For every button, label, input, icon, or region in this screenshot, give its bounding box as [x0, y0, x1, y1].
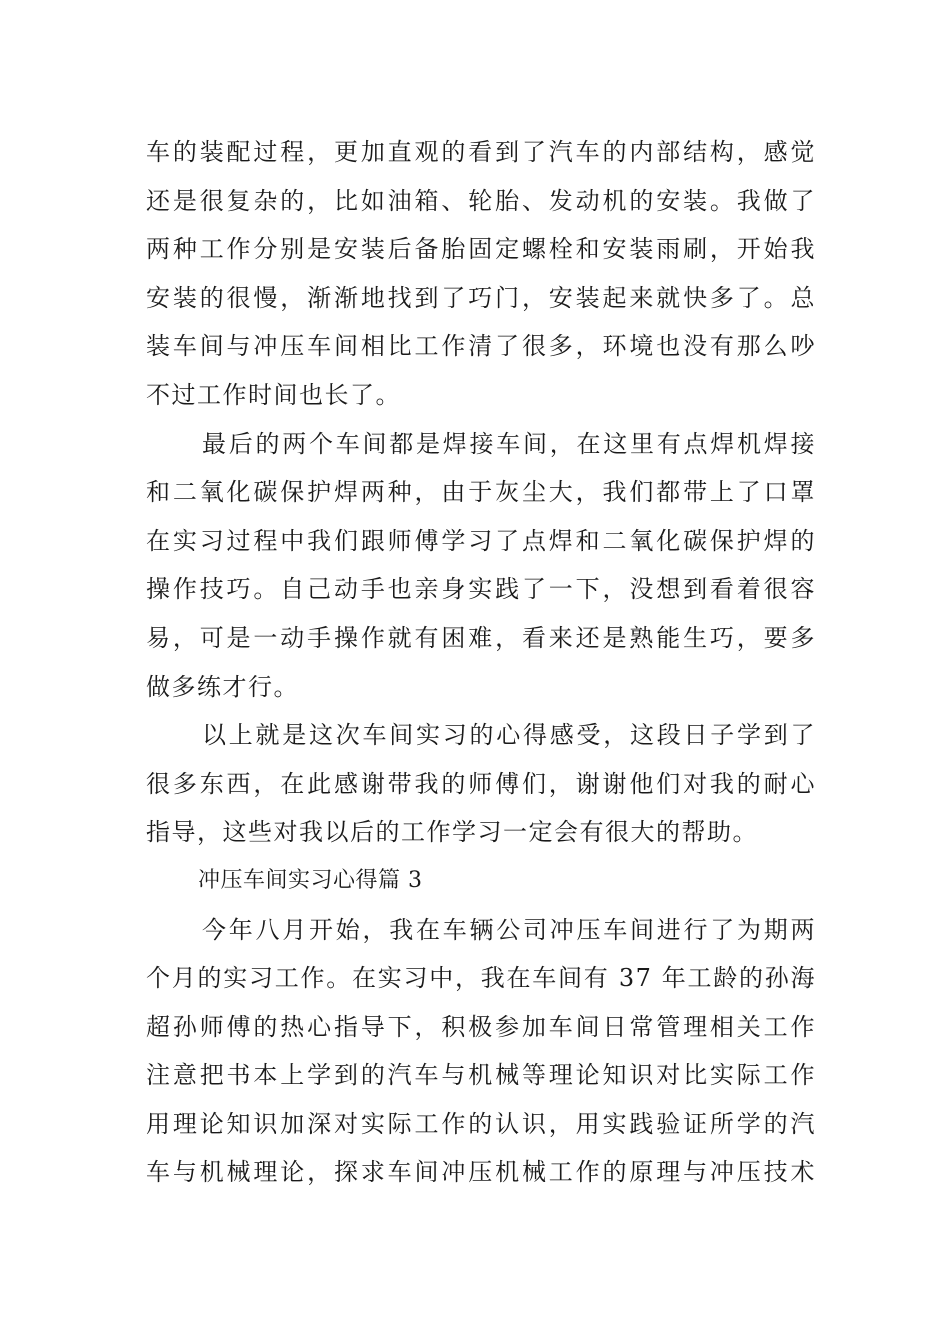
- text-line: 注意把书本上学到的汽车与机械等理论知识对比实际工作: [146, 1061, 816, 1090]
- document-body: [146, 128, 816, 1197]
- paragraph-assembly-workshop: [146, 128, 816, 420]
- paragraph-stamping-intro: [146, 906, 816, 1198]
- text-line: 两种工作分别是安装后备胎固定螺栓和安装雨刷，开始我: [146, 235, 816, 264]
- text-line: 在实习过程中我们跟师傅学习了点焊和二氧化碳保护焊的: [146, 526, 816, 555]
- text-line: 以上就是这次车间实习的心得感受，这段日子学到了: [202, 721, 816, 750]
- text-line: 很多东西，在此感谢带我的师傅们，谢谢他们对我的耐心: [146, 769, 816, 798]
- section-heading: 冲压车间实习心得篇 3: [198, 867, 423, 893]
- text-line: 指导，这些对我以后的工作学习一定会有很大的帮助。: [146, 818, 758, 847]
- text-line: 操作技巧。自己动手也亲身实践了一下，没想到看着很容: [146, 575, 816, 604]
- text-line: 还是很复杂的，比如油箱、轮胎、发动机的安装。我做了: [146, 186, 816, 215]
- text-line: 用理论知识加深对实际工作的认识，用实践验证所学的汽: [146, 1109, 816, 1138]
- text-line: 车与机械理论，探求车间冲压机械工作的原理与冲压技术: [146, 1158, 816, 1187]
- text-line: 和二氧化碳保护焊两种，由于灰尘大，我们都带上了口罩: [146, 478, 816, 507]
- paragraph-conclusion: [146, 711, 816, 857]
- text-line: 安装的很慢，渐渐地找到了巧门，安装起来就快多了。总: [146, 283, 816, 312]
- text-line: 车的装配过程，更加直观的看到了汽车的内部结构，感觉: [146, 138, 816, 166]
- text-line: 不过工作时间也长了。: [146, 380, 401, 409]
- paragraph-welding-workshop: [146, 420, 816, 712]
- text-line: 做多练才行。: [146, 672, 299, 701]
- text-line: 最后的两个车间都是焊接车间，在这里有点焊机焊接: [202, 429, 816, 458]
- text-line: 易，可是一动手操作就有困难，看来还是熟能生巧，要多: [146, 623, 816, 652]
- text-line: 今年八月开始，我在车辆公司冲压车间进行了为期两: [202, 915, 816, 944]
- text-line: 装车间与冲压车间相比工作清了很多，环境也没有那么吵: [146, 332, 816, 361]
- text-line: 个月的实习工作。在实习中，我在车间有 37 年工龄的孙海: [146, 964, 816, 993]
- text-line: 超孙师傅的热心指导下，积极参加车间日常管理相关工作: [146, 1012, 816, 1041]
